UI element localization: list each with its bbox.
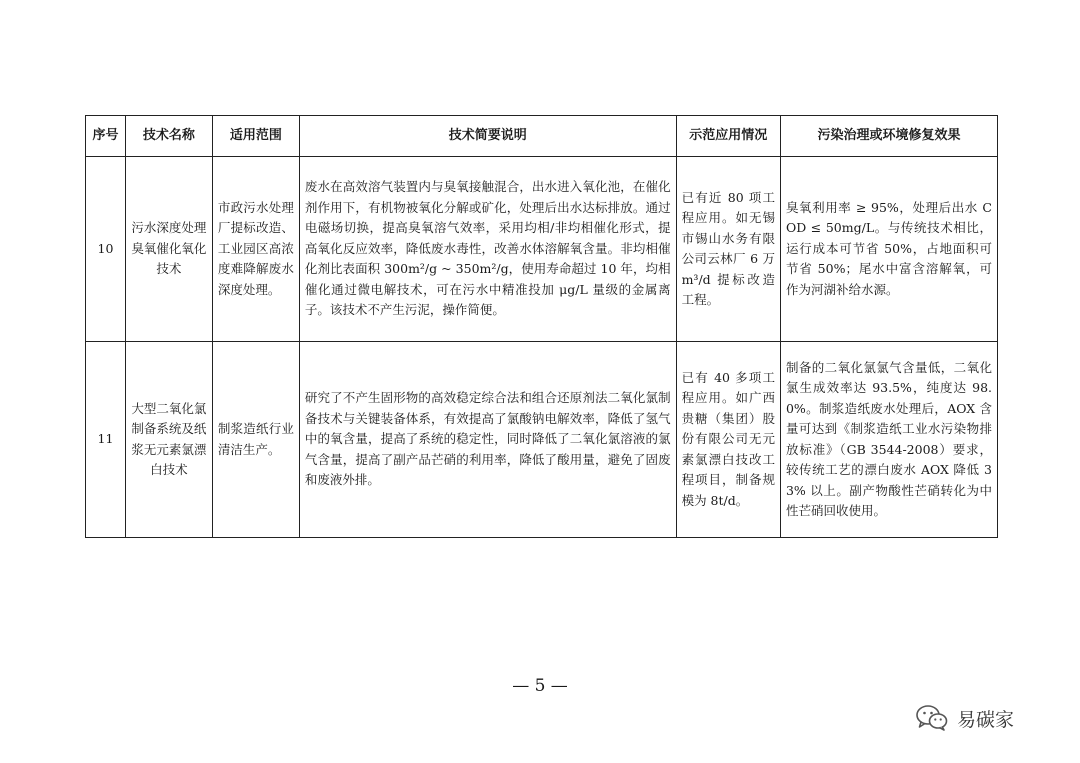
header-technology-name: 技术名称 [125, 116, 212, 157]
row-application-scope: 制浆造纸行业清洁生产。 [212, 342, 299, 538]
watermark-text: 易碳家 [957, 708, 1015, 731]
page-number: — 5 — [512, 676, 568, 696]
wechat-icon [915, 704, 949, 732]
row-technology-name: 大型二氧化氯制备系统及纸浆无元素氯漂白技术 [125, 342, 212, 538]
header-demonstration-application: 示范应用情况 [676, 116, 780, 157]
row-serial-number: 11 [86, 342, 126, 538]
row-demonstration-application: 已有 40 多项工程应用。如广西贵糖（集团）股份有限公司无元素氯漂白技改工程项目，制备规模为 8t/d。 [676, 342, 780, 538]
row-serial-number: 10 [86, 157, 126, 342]
row-pollution-treatment-effect: 臭氧利用率 ≥ 95%，处理后出水 COD ≤ 50mg/L。与传统技术相比，运行成本可节省 50%，占地面积可节省 50%；尾水中富含溶解氧，可作为河湖补给水源。 [780, 157, 997, 342]
table-row [86, 342, 998, 538]
technology-table [85, 115, 998, 538]
header-technology-description: 技术简要说明 [299, 116, 676, 157]
source-watermark [915, 698, 1014, 738]
table-row [86, 157, 998, 342]
row-technology-description: 废水在高效溶气装置内与臭氧接触混合，出水进入氧化池，在催化剂作用下，有机物被氧化分解或矿化，处理后出水达标排放。通过电磁场切换，提高臭氧溶气效率，采用均相/非均相催化形式，提高氧化反应效率，降低废水毒性，改善水体溶解氧含量。非均相催化剂比表面积 300m²/g ~ 350m²/g，使用寿命超过 10 年，均相催化通过微电解技术，可在污水中精准投加 μg/L 量级的金属离子。该技术不产生污泥，操作简便。 [299, 157, 676, 342]
row-technology-name: 污水深度处理臭氧催化氧化技术 [125, 157, 212, 342]
row-pollution-treatment-effect: 制备的二氧化氯氯气含量低，二氧化氯生成效率达 93.5%，纯度达 98.0%。制浆造纸废水处理后，AOX 含量可达到《制浆造纸工业水污染物排放标准》（GB 3544-2008）要求，较传统工艺的漂白废水 AOX 降低 33% 以上。副产物酸性芒硝转化为中性芒硝回收使用。 [780, 342, 997, 538]
header-pollution-treatment-effect: 污染治理或环境修复效果 [780, 116, 997, 157]
row-application-scope: 市政污水处理厂提标改造、工业园区高浓度难降解废水深度处理。 [212, 157, 299, 342]
row-demonstration-application: 已有近 80 项工程应用。如无锡市锡山水务有限公司云林厂 6 万 m³/d 提标改造工程。 [676, 157, 780, 342]
header-application-scope: 适用范围 [212, 116, 299, 157]
header-serial-number: 序号 [86, 116, 126, 157]
table-header-row [86, 116, 998, 157]
row-technology-description: 研究了不产生固形物的高效稳定综合法和组合还原剂法二氧化氯制备技术与关键装备体系，有效提高了氯酸钠电解效率，降低了氢气中的氧含量，提高了系统的稳定性，同时降低了二氧化氯溶液的氯气含量，提高了副产品芒硝的利用率，降低了酸用量，避免了固废和废液外排。 [299, 342, 676, 538]
